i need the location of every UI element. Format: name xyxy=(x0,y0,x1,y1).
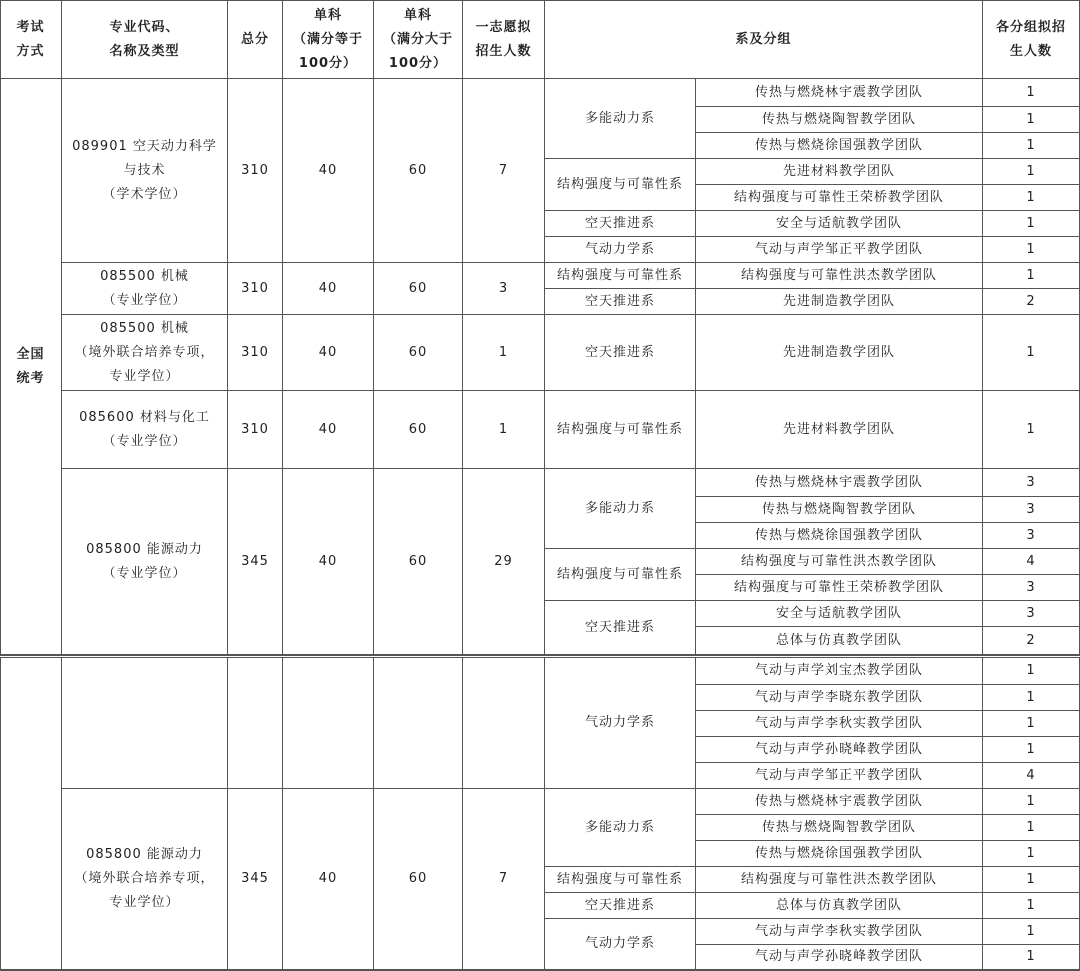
group-name-cell: 先进材料教学团队 xyxy=(696,391,983,469)
group-count-cell: 4 xyxy=(983,549,1080,575)
group-name-cell: 传热与燃烧徐国强教学团队 xyxy=(696,841,983,867)
department-cell: 多能动力系 xyxy=(545,469,696,549)
single-eq100-cell: 40 xyxy=(283,315,374,391)
department-cell: 结构强度与可靠性系 xyxy=(545,391,696,469)
group-count-cell: 1 xyxy=(983,815,1080,841)
group-name-cell: 结构强度与可靠性王荣桥教学团队 xyxy=(696,185,983,211)
group-count-cell: 3 xyxy=(983,469,1080,497)
group-count-cell: 1 xyxy=(983,237,1080,263)
group-name-cell: 传热与燃烧徐国强教学团队 xyxy=(696,133,983,159)
group-name-cell: 传热与燃烧陶智教学团队 xyxy=(696,107,983,133)
group-count-cell: 1 xyxy=(983,919,1080,945)
group-name-cell: 先进制造教学团队 xyxy=(696,289,983,315)
major-name-cell: 085800 能源动力 （专业学位） xyxy=(62,469,228,655)
first-choice-count-cell: 1 xyxy=(463,315,545,391)
group-count-cell: 3 xyxy=(983,497,1080,523)
group-name-cell: 结构强度与可靠性洪杰教学团队 xyxy=(696,263,983,289)
group-count-cell: 1 xyxy=(983,737,1080,763)
single-eq100-cell: 40 xyxy=(283,263,374,315)
total-score-cell: 345 xyxy=(228,469,283,655)
group-count-cell: 1 xyxy=(983,685,1080,711)
group-name-cell: 气动与声学李晓东教学团队 xyxy=(696,685,983,711)
group-name-cell: 传热与燃烧徐国强教学团队 xyxy=(696,523,983,549)
group-name-cell: 传热与燃烧陶智教学团队 xyxy=(696,815,983,841)
group-name-cell: 传热与燃烧林宇震教学团队 xyxy=(696,79,983,107)
header-single-eq100: 单科 （满分等于 100分） xyxy=(283,1,374,79)
total-score-cell: 310 xyxy=(228,315,283,391)
department-cell: 气动力学系 xyxy=(545,919,696,970)
table-frame-lower xyxy=(0,657,1080,971)
header-single-gt100: 单科 （满分大于 100分） xyxy=(374,1,463,79)
department-cell: 空天推进系 xyxy=(545,601,696,655)
total-score-cell: 345 xyxy=(228,789,283,970)
department-cell: 多能动力系 xyxy=(545,79,696,159)
group-name-cell: 先进材料教学团队 xyxy=(696,159,983,185)
group-name-cell: 气动与声学李秋实教学团队 xyxy=(696,711,983,737)
group-name-cell: 结构强度与可靠性洪杰教学团队 xyxy=(696,549,983,575)
group-count-cell: 1 xyxy=(983,185,1080,211)
group-name-cell: 安全与适航教学团队 xyxy=(696,211,983,237)
department-cell: 结构强度与可靠性系 xyxy=(545,549,696,601)
group-count-cell: 1 xyxy=(983,789,1080,815)
header-major: 专业代码、 名称及类型 xyxy=(62,1,228,79)
single-gt100-cell: 60 xyxy=(374,263,463,315)
group-count-cell: 1 xyxy=(983,79,1080,107)
group-count-cell: 4 xyxy=(983,763,1080,789)
single-eq100-cell: 40 xyxy=(283,789,374,970)
major-name-cell: 085500 机械 （专业学位） xyxy=(62,263,228,315)
department-cell: 结构强度与可靠性系 xyxy=(545,867,696,893)
group-name-cell: 传热与燃烧林宇震教学团队 xyxy=(696,469,983,497)
total-score-cell: 310 xyxy=(228,263,283,315)
major-name-cell: 089901 空天动力科学 与技术 （学术学位） xyxy=(62,79,228,263)
group-name-cell: 结构强度与可靠性洪杰教学团队 xyxy=(696,867,983,893)
first-choice-count-cell: 1 xyxy=(463,391,545,469)
first-choice-count-cell: 7 xyxy=(463,79,545,263)
single-gt100-cell: 60 xyxy=(374,79,463,263)
department-cell: 气动力学系 xyxy=(545,237,696,263)
group-name-cell: 总体与仿真教学团队 xyxy=(696,893,983,919)
group-count-cell: 1 xyxy=(983,159,1080,185)
group-count-cell: 1 xyxy=(983,867,1080,893)
department-cell: 空天推进系 xyxy=(545,315,696,391)
group-count-cell: 3 xyxy=(983,575,1080,601)
group-name-cell: 先进制造教学团队 xyxy=(696,315,983,391)
group-count-cell: 3 xyxy=(983,523,1080,549)
group-name-cell: 总体与仿真教学团队 xyxy=(696,627,983,655)
single-gt100-cell: 60 xyxy=(374,391,463,469)
single-gt100-cell: 60 xyxy=(374,469,463,655)
major-name-cell: 085500 机械 （境外联合培养专项， 专业学位） xyxy=(62,315,228,391)
first-choice-count-cell: 7 xyxy=(463,789,545,970)
group-name-cell: 气动与声学邹正平教学团队 xyxy=(696,763,983,789)
group-name-cell: 气动与声学刘宝杰教学团队 xyxy=(696,658,983,685)
first-choice-count-cell: 29 xyxy=(463,469,545,655)
group-count-cell: 2 xyxy=(983,627,1080,655)
group-name-cell: 气动与声学邹正平教学团队 xyxy=(696,237,983,263)
department-cell: 气动力学系 xyxy=(545,658,696,789)
group-name-cell: 传热与燃烧陶智教学团队 xyxy=(696,497,983,523)
group-count-cell: 1 xyxy=(983,315,1080,391)
department-cell: 多能动力系 xyxy=(545,789,696,867)
major-name-cell: 085800 能源动力 （境外联合培养专项， 专业学位） xyxy=(62,789,228,970)
group-count-cell: 1 xyxy=(983,945,1080,970)
group-count-cell: 2 xyxy=(983,289,1080,315)
major-name-cell: 085600 材料与化工 （专业学位） xyxy=(62,391,228,469)
group-count-cell: 1 xyxy=(983,711,1080,737)
group-count-cell: 1 xyxy=(983,893,1080,919)
exam-method-cell: 全国 统考 xyxy=(0,79,62,655)
group-count-cell: 1 xyxy=(983,391,1080,469)
first-choice-count-cell: 3 xyxy=(463,263,545,315)
single-eq100-cell: 40 xyxy=(283,391,374,469)
group-count-cell: 1 xyxy=(983,107,1080,133)
department-cell: 空天推进系 xyxy=(545,893,696,919)
total-score-cell: 310 xyxy=(228,79,283,263)
group-name-cell: 安全与适航教学团队 xyxy=(696,601,983,627)
department-cell: 结构强度与可靠性系 xyxy=(545,263,696,289)
header-first-choice: 一志愿拟 招生人数 xyxy=(463,1,545,79)
group-count-cell: 1 xyxy=(983,211,1080,237)
department-cell: 空天推进系 xyxy=(545,289,696,315)
group-count-cell: 1 xyxy=(983,841,1080,867)
single-gt100-cell: 60 xyxy=(374,789,463,970)
total-score-cell: 310 xyxy=(228,391,283,469)
group-name-cell: 结构强度与可靠性王荣桥教学团队 xyxy=(696,575,983,601)
group-name-cell: 传热与燃烧林宇震教学团队 xyxy=(696,789,983,815)
header-dept-group: 系及分组 xyxy=(545,1,983,79)
single-eq100-cell: 40 xyxy=(283,79,374,263)
group-name-cell: 气动与声学李秋实教学团队 xyxy=(696,919,983,945)
group-count-cell: 1 xyxy=(983,658,1080,685)
group-count-cell: 3 xyxy=(983,601,1080,627)
single-eq100-cell: 40 xyxy=(283,469,374,655)
department-cell: 空天推进系 xyxy=(545,211,696,237)
group-count-cell: 1 xyxy=(983,263,1080,289)
header-group-count: 各分组拟招 生人数 xyxy=(983,1,1080,79)
single-gt100-cell: 60 xyxy=(374,315,463,391)
group-name-cell: 气动与声学孙晓峰教学团队 xyxy=(696,737,983,763)
header-exam-method: 考试 方式 xyxy=(0,1,62,79)
header-total: 总分 xyxy=(228,1,283,79)
group-name-cell: 气动与声学孙晓峰教学团队 xyxy=(696,945,983,970)
group-count-cell: 1 xyxy=(983,133,1080,159)
department-cell: 结构强度与可靠性系 xyxy=(545,159,696,211)
